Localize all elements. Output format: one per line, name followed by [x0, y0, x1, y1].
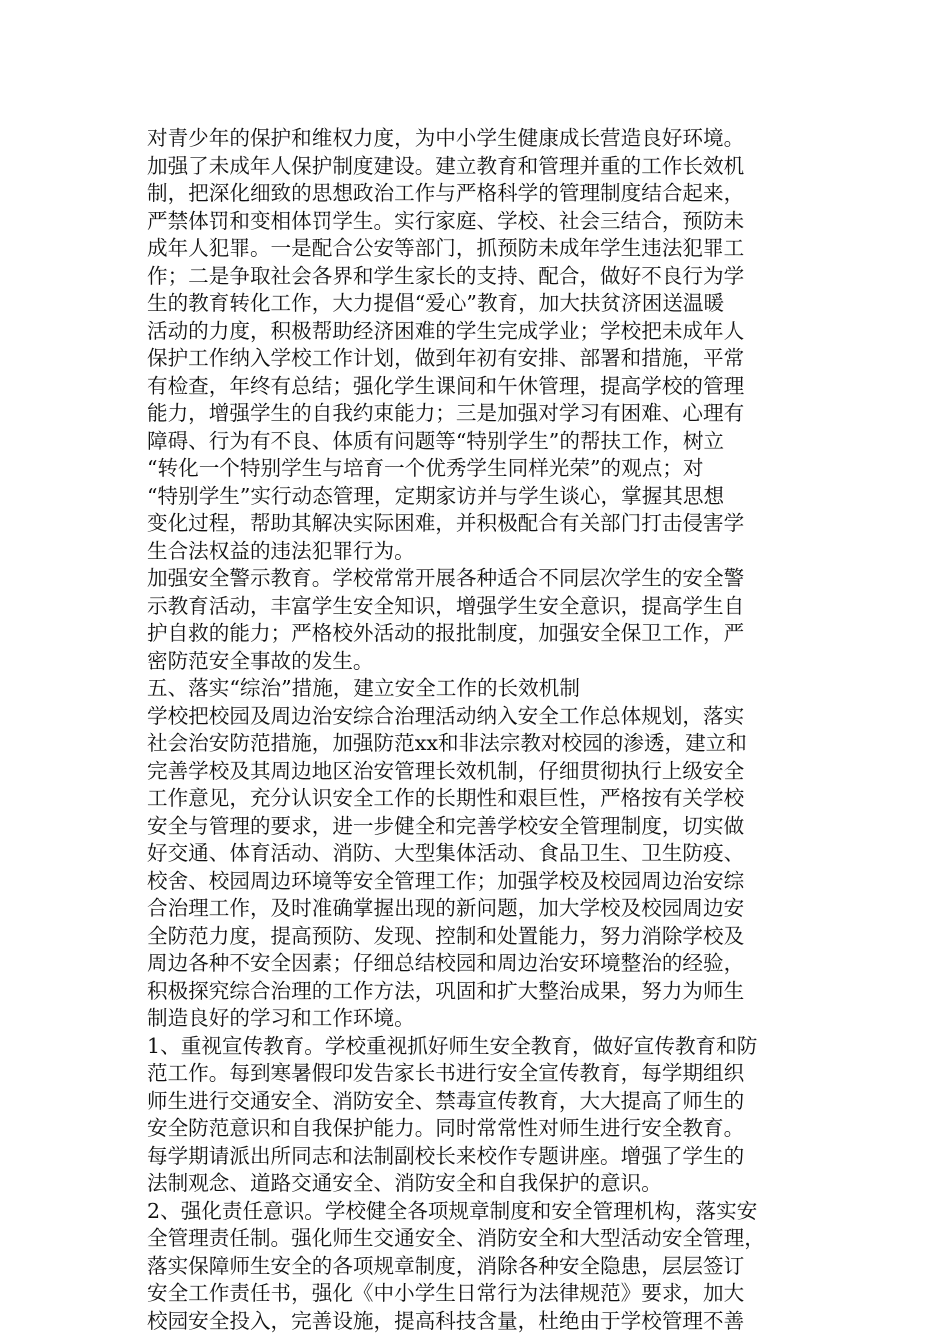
text-line: 密防范安全事故的发生。 [147, 648, 374, 673]
text-line: 工作意见，充分认识安全工作的长期性和艰巨性，严格按有关学校 [147, 786, 745, 810]
text-line: 1、重视宣传教育。学校重视抓好师生安全教育，做好宣传教育和防 [147, 1033, 758, 1058]
text-line: 安全工作责任书，强化《中小学生日常行为法律规范》要求，加大 [147, 1281, 745, 1305]
text-line: 安全与管理的要求，进一步健全和完善学校安全管理制度，切实做 [147, 813, 745, 838]
text-line: “转化一个特别学生与培育一个优秀学生同样光荣”的观点；对 [147, 456, 704, 480]
text-line: 对青少年的保护和维权力度，为中小学生健康成长营造良好环境。 [147, 126, 745, 150]
text-line: 护自救的能力；严格校外活动的报批制度，加强安全保卫工作，严 [147, 621, 745, 645]
text-line: 完善学校及其周边地区治安管理长效机制，仔细贯彻执行上级安全 [147, 758, 745, 783]
text-line: 严禁体罚和变相体罚学生。实行家庭、学校、社会三结合，预防未 [147, 208, 745, 233]
text-line: 全防范力度，提高预防、发现、控制和处置能力，努力消除学校及 [147, 923, 745, 948]
text-line: 加强了未成年人保护制度建设。建立教育和管理并重的工作长效机 [147, 153, 745, 178]
text-line: 作；二是争取社会各界和学生家长的支持、配合，做好不良行为学 [147, 263, 745, 288]
text-line: 障碍、行为有不良、体质有问题等“特别学生”的帮扶工作，树立 [147, 428, 725, 453]
text-line: 好交通、体育活动、消防、大型集体活动、食品卫生、卫生防疫、 [147, 841, 745, 865]
text-line: 法制观念、道路交通安全、消防安全和自我保护的意识。 [147, 1171, 662, 1195]
text-line: 社会治安防范措施，加强防范xx和非法宗教对校园的渗透，建立和 [147, 731, 747, 755]
text-line: 2、强化责任意识。学校健全各项规章制度和安全管理机构，落实安 [147, 1198, 758, 1223]
text-line: 积极探究综合治理的工作方法，巩固和扩大整治成果，努力为师生 [147, 978, 745, 1003]
text-line: 活动的力度，积极帮助经济困难的学生完成学业；学校把未成年人 [147, 318, 745, 343]
section-heading: 五、落实“综治”措施，建立安全工作的长效机制 [147, 676, 580, 700]
text-line: 落实保障师生安全的各项规章制度，消除各种安全隐患，层层签订 [147, 1253, 745, 1278]
text-line: 周边各种不安全因素；仔细总结校园和周边治安环境整治的经验， [147, 951, 745, 975]
text-line: 校舍、校园周边环境等安全管理工作；加强学校及校园周边治安综 [147, 868, 745, 893]
text-line: 有检查，年终有总结；强化学生课间和午休管理，提高学校的管理 [147, 373, 745, 398]
text-line: 成年人犯罪。一是配合公安等部门，抓预防未成年学生违法犯罪工 [147, 236, 745, 260]
text-line: 制，把深化细致的思想政治工作与严格科学的管理制度结合起来， [147, 181, 745, 205]
text-line: 校园安全投入，完善设施，提高科技含量，杜绝由于学校管理不善 [147, 1308, 745, 1333]
text-line: 保护工作纳入学校工作计划，做到年初有安排、部署和措施，平常 [147, 346, 745, 370]
text-line: 学校把校园及周边治安综合治理活动纳入安全工作总体规划，落实 [147, 703, 745, 728]
text-line: 每学期请派出所同志和法制副校长来校作专题讲座。增强了学生的 [147, 1143, 745, 1168]
text-line: 能力，增强学生的自我约束能力；三是加强对学习有困难、心理有 [147, 401, 745, 425]
text-line: 范工作。每到寒暑假印发告家长书进行安全宣传教育，每学期组织 [147, 1061, 745, 1085]
text-line: 合治理工作，及时准确掌握出现的新问题，加大学校及校园周边安 [147, 896, 745, 920]
text-line: 生的教育转化工作，大力提倡“爱心”教育，加大扶贫济困送温暖 [147, 291, 725, 315]
text-line: 制造良好的学习和工作环境。 [147, 1006, 415, 1030]
text-line: 示教育活动，丰富学生安全知识，增强学生安全意识，提高学生自 [147, 593, 745, 618]
text-line: “特别学生”实行动态管理，定期家访并与学生谈心，掌握其思想 [147, 483, 725, 508]
text-line: 安全防范意识和自我保护能力。同时常常性对师生进行安全教育。 [147, 1116, 745, 1140]
text-line: 变化过程，帮助其解决实际困难，并积极配合有关部门打击侵害学 [147, 511, 745, 535]
text-line: 师生进行交通安全、消防安全、禁毒宣传教育，大大提高了师生的 [147, 1088, 745, 1113]
text-line: 加强安全警示教育。学校常常开展各种适合不同层次学生的安全警 [147, 566, 745, 590]
text-line: 全管理责任制。强化师生交通安全、消防安全和大型活动安全管理， [147, 1226, 765, 1250]
text-line: 生合法权益的违法犯罪行为。 [147, 538, 415, 563]
document-page [147, 125, 807, 1335]
